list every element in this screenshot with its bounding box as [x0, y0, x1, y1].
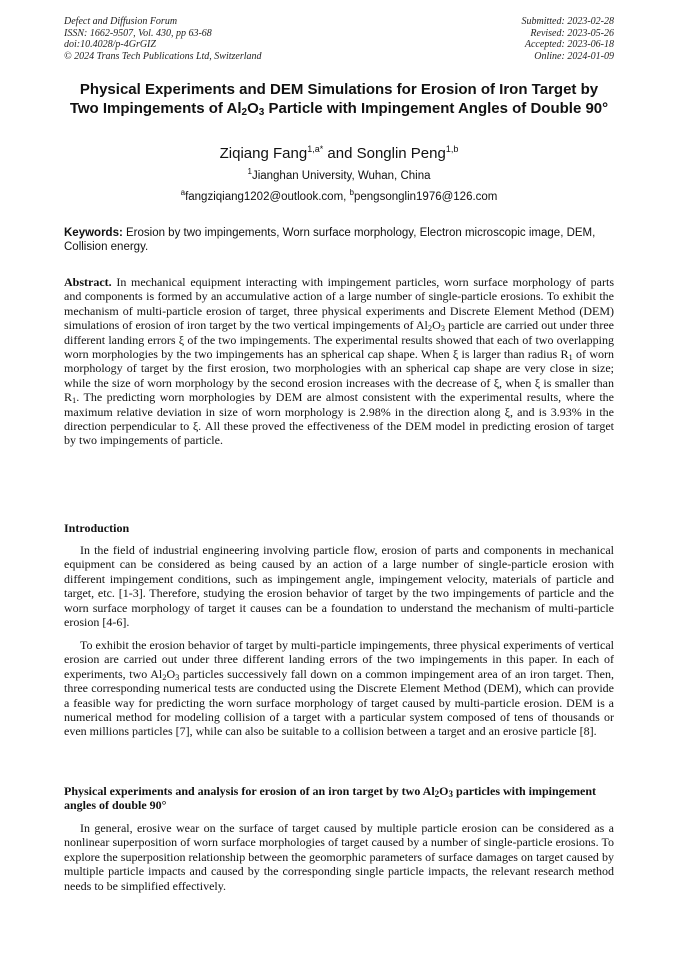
section-heading-physical-experiments: [64, 784, 614, 813]
paper-title: [64, 80, 614, 118]
heading-text: Physical experiments and analysis for erosion of an iron target by two Al: [64, 784, 435, 798]
copyright-line: © 2024 Trans Tech Publications Ltd, Switzerland: [64, 50, 262, 62]
abstract: [64, 275, 614, 448]
author-affiliation-mark: 1,b: [445, 144, 459, 154]
accepted-date: Accepted: 2023-06-18: [524, 39, 614, 51]
section-heading-introduction: Introduction: [64, 521, 130, 535]
email-mark: b: [349, 188, 354, 197]
online-date: Online: 2024-01-09: [534, 50, 614, 62]
heading-subscript: 3: [448, 789, 454, 799]
title-part: O: [247, 100, 259, 117]
paragraph-text: To exhibit the erosion behavior of target by multi-particle impingements, three physical experiments of vertical erosion are carried out under three different landing errors of the two impingements in this paper. In each of experiments, two Al: [64, 638, 614, 681]
revised-date: Revised: 2023-05-26: [530, 27, 614, 39]
author-affiliation-mark: 1,a*: [307, 144, 324, 154]
paragraph-subscript: 2: [162, 671, 167, 682]
journal-name: Defect and Diffusion Forum: [64, 16, 178, 27]
abstract-label: Abstract.: [64, 275, 112, 289]
abstract-text: In mechanical equipment interacting with impingement particles, worn surface morphology of parts and components is formed by an accumulative action of a large number of single-particle erosions. To exhibit the mechanism of multi-particle erosion of target, three physical experiments and Discrete Element Method (DEM) simulations of erosion of iron target by the two vertical impingements of Al: [64, 275, 614, 333]
submitted-date: Submitted: 2023-02-28: [521, 16, 614, 27]
abstract-subscript: 2: [427, 323, 433, 334]
keywords-label: Keywords:: [64, 227, 123, 239]
section2-paragraph-1: In general, erosive wear on the surface of target caused by multiple particle erosion can be considered as a nonlinear superposition of worn surface morphologies of target caused by a number of single-particle erosions. To explore the superposition relationship between the geomorphic parameters of surface damages on target caused by multiple particle impacts and caused by the corresponding single particle impacts, the relevant research method needs to be simplified effectively.: [64, 821, 614, 893]
keywords: [64, 226, 614, 255]
title-part: Particle with Impingement Angles of Double 90°: [264, 100, 609, 117]
email-link[interactable]: fangziqiang1202@outlook.com,: [185, 191, 350, 203]
issn-line: ISSN: 1662-9507, Vol. 430, pp 63-68: [64, 27, 212, 39]
abstract-text: of worn morphology of target by the first erosion, two morphologies with an spherical cap shape are very close in size; while the size of worn morphology by the second erosion increases with the decrease of ξ, when ξ is smaller than R: [64, 347, 614, 405]
author-name: Ziqiang Fang: [219, 145, 308, 162]
title-part: Physical Experiments and DEM Simulations for Erosion of Iron Target by Two Impingements of Al: [69, 81, 599, 117]
title-subscript: 2: [241, 107, 248, 118]
heading-subscript: 2: [434, 789, 440, 799]
abstract-text: . The predicting worn morphologies by DEM are almost consistent with the experimental results, where the maximum relative deviation in size of worn morphology is 2.98% in the direction along ξ, and is 3.93% in the direction perpendicular to ξ. All these proved the effectiveness of the DEM model in predicting erosion of target by two impingements of particle.: [64, 390, 614, 448]
affiliation-text: Jianghan University, Wuhan, China: [251, 170, 431, 182]
abstract-text: O: [432, 318, 441, 333]
heading-text: O: [439, 784, 449, 798]
author-emails: [64, 190, 614, 205]
paragraph-subscript: 3: [175, 671, 180, 682]
author-conjunction: and: [323, 145, 357, 162]
paragraph-text: particles successively fall down on a common impingement area of an iron target. Then, three corresponding numerical tests are conducted using the Discrete Element Method (DEM), which can provide a feasible way for predicting the worn surface morphology of target caused by multi-particle erosion. DEM is a numerical method for modeling collision of a target with a particular system composed of tens of thousands or even millions particles [7], while can also be suitable to a collision between a target and an erosive particle [8].: [64, 666, 614, 739]
intro-paragraph-1: In the field of industrial engineering involving particle flow, erosion of parts and components in mechanical equipment can be considered as being caused by an action of a large number of single-particle erosion with different impingement conditions, such as impingement angle, impingement velocity, materials of particle and target, etc. [1-3]. Therefore, studying the erosion behavior of target by the two impingements of particle and the worn surface morphology of target it causes can be a foundation to understand the mechanism of multi-particle erosion [4-6].: [64, 543, 614, 630]
abstract-subscript: 1: [568, 352, 573, 363]
dates-info: [522, 16, 615, 62]
abstract-subscript: 1: [72, 395, 77, 406]
abstract-subscript: 3: [440, 323, 446, 334]
email-link[interactable]: pengsonglin1976@126.com: [354, 191, 498, 203]
paragraph-text: O: [166, 666, 176, 681]
author-name: Songlin Peng: [356, 145, 446, 162]
doi-line: doi:10.4028/p-4GrGIZ: [64, 39, 156, 51]
affiliation-mark: 1: [247, 167, 252, 176]
heading-text: particles with impingement angles of double 90°: [64, 784, 597, 813]
abstract-text: particle are carried out under three different landing errors ξ of the two impingements. The experimental results showed that each of two overlapping worn morphologies by the two impingements has an spherical cap shape. When ξ is larger than radius R: [64, 318, 615, 362]
intro-paragraph-2: [64, 638, 614, 739]
affiliation: [64, 169, 614, 184]
journal-info: [64, 16, 262, 62]
keywords-text: Erosion by two impingements, Worn surface morphology, Electron microscopic image, DEM, Collision energy.: [64, 227, 596, 254]
email-mark: a: [180, 188, 186, 197]
author-list: [64, 144, 614, 163]
title-subscript: 3: [258, 107, 265, 118]
